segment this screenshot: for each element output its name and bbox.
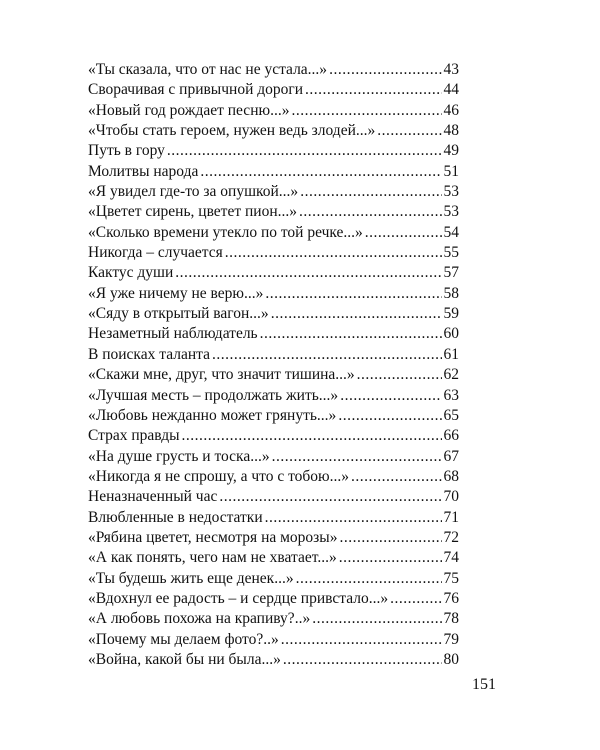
toc-dot-leader bbox=[299, 202, 442, 222]
toc-entry bbox=[88, 345, 459, 365]
toc-entry-page: 75 bbox=[443, 569, 459, 587]
toc-entry bbox=[88, 609, 459, 629]
toc-entry bbox=[88, 365, 459, 385]
toc-entry bbox=[88, 101, 459, 121]
toc-entry bbox=[88, 569, 459, 589]
toc-entry-page: 78 bbox=[443, 610, 459, 628]
page-number: 151 bbox=[472, 676, 496, 693]
toc-entry-title: Неназначенный час bbox=[88, 488, 218, 506]
toc-entry-title: Путь в гору bbox=[88, 142, 165, 160]
toc-dot-leader bbox=[365, 223, 442, 243]
toc-entry-title: «Ты будешь жить еще денек...» bbox=[88, 569, 294, 587]
toc-entry-page: 49 bbox=[443, 142, 459, 160]
toc-dot-leader bbox=[271, 304, 442, 324]
toc-entry-page: 46 bbox=[443, 101, 459, 119]
toc-entry bbox=[88, 304, 459, 324]
toc-entry-title: Незаметный наблюдатель bbox=[88, 325, 258, 343]
toc-entry-title: Кактус души bbox=[88, 264, 174, 282]
toc-dot-leader bbox=[200, 162, 441, 182]
toc-entry-page: 59 bbox=[443, 305, 459, 323]
toc-dot-leader bbox=[167, 141, 442, 161]
toc-entry bbox=[88, 426, 459, 446]
toc-dot-leader bbox=[329, 60, 441, 80]
toc-dot-leader bbox=[212, 345, 442, 365]
toc-entry-page: 44 bbox=[443, 81, 459, 99]
toc-entry-title: «Любовь нежданно может грянуть...» bbox=[88, 406, 337, 424]
toc-dot-leader bbox=[339, 528, 441, 548]
toc-entry bbox=[88, 263, 459, 283]
toc-entry-page: 62 bbox=[443, 366, 459, 384]
toc-entry-page: 76 bbox=[443, 589, 459, 607]
toc-dot-leader bbox=[357, 365, 442, 385]
toc-dot-leader bbox=[265, 508, 442, 528]
toc-entry-page: 65 bbox=[443, 406, 459, 424]
toc-dot-leader bbox=[296, 569, 442, 589]
toc-entry-title: Никогда – случается bbox=[88, 244, 223, 262]
toc-entry-title: «Скажи мне, друг, что значит тишина...» bbox=[88, 366, 355, 384]
toc-dot-leader bbox=[340, 386, 441, 406]
toc-dot-leader bbox=[272, 447, 442, 467]
toc-dot-leader bbox=[265, 284, 441, 304]
toc-entry-page: 72 bbox=[443, 528, 459, 546]
toc-entry-page: 67 bbox=[443, 447, 459, 465]
toc-entry-page: 58 bbox=[443, 284, 459, 302]
toc-entry-page: 53 bbox=[443, 203, 459, 221]
toc-entry-title: «Лучшая месть – продолжать жить...» bbox=[88, 386, 339, 404]
toc-entry bbox=[88, 386, 459, 406]
toc-dot-leader bbox=[281, 630, 442, 650]
toc-entry bbox=[88, 528, 459, 548]
toc-entry-title: «Чтобы стать героем, нужен ведь злодей...» bbox=[88, 122, 376, 140]
toc-entry bbox=[88, 121, 459, 141]
toc-entry bbox=[88, 60, 459, 80]
toc-entry-page: 79 bbox=[443, 630, 459, 648]
toc-entry bbox=[88, 243, 459, 263]
toc-entry-page: 57 bbox=[443, 264, 459, 282]
toc-entry-title: «Сколько времени утекло по той речке...» bbox=[88, 223, 363, 241]
toc-dot-leader bbox=[291, 101, 441, 121]
toc-entry-page: 43 bbox=[443, 61, 459, 78]
toc-entry-title: «Новый год рождает песню...» bbox=[88, 101, 290, 119]
toc-dot-leader bbox=[377, 121, 441, 141]
toc-dot-leader bbox=[390, 589, 441, 609]
toc-entry bbox=[88, 508, 459, 528]
toc-entry bbox=[88, 324, 459, 344]
toc-entry bbox=[88, 589, 459, 609]
toc-entry bbox=[88, 447, 459, 467]
toc-dot-leader bbox=[175, 263, 441, 283]
toc-entry-title: «А как понять, чего нам не хватает...» bbox=[88, 549, 337, 567]
toc-entry-page: 70 bbox=[443, 488, 459, 506]
toc-dot-leader bbox=[300, 182, 441, 202]
toc-entry-title: В поисках таланта bbox=[88, 345, 210, 363]
toc-entry bbox=[88, 630, 459, 650]
toc-entry bbox=[88, 650, 459, 670]
toc-entry-page: 48 bbox=[443, 122, 459, 140]
toc-dot-leader bbox=[351, 467, 442, 487]
toc-entry bbox=[88, 162, 459, 182]
toc-entry bbox=[88, 141, 459, 161]
toc-dot-leader bbox=[283, 650, 442, 670]
toc-dot-leader bbox=[260, 324, 442, 344]
toc-entry-title: «Никогда я не спрошу, а что с тобою...» bbox=[88, 467, 349, 485]
toc-entry bbox=[88, 80, 459, 100]
toc-entry-title: «Я уже ничему не верю...» bbox=[88, 284, 264, 302]
toc-entry bbox=[88, 223, 459, 243]
toc-entry-page: 55 bbox=[443, 244, 459, 262]
toc-entry-title: «Почему мы делаем фото?..» bbox=[88, 630, 279, 648]
toc-entry bbox=[88, 467, 459, 487]
toc-entry bbox=[88, 202, 459, 222]
toc-entry-title: «Сяду в открытый вагон...» bbox=[88, 305, 269, 323]
toc-entry-title: Сворачивая с привычной дороги bbox=[88, 81, 304, 99]
toc-entry-page: 63 bbox=[443, 386, 459, 404]
toc-entry-page: 53 bbox=[443, 183, 459, 201]
toc-entry-title: «А любовь похожа на крапиву?..» bbox=[88, 610, 311, 628]
toc-entry bbox=[88, 406, 459, 426]
toc-entry-page: 68 bbox=[443, 467, 459, 485]
toc-entry-title: «Я увидел где-то за опушкой...» bbox=[88, 183, 299, 201]
toc-entry-title: «Война, какой бы ни была...» bbox=[88, 650, 281, 668]
toc-dot-leader bbox=[219, 487, 441, 507]
toc-entry-page: 74 bbox=[443, 549, 459, 567]
toc-entry-page: 80 bbox=[443, 650, 459, 668]
toc-entry bbox=[88, 182, 459, 202]
toc-entry-title: «Ты сказала, что от нас не устала...» bbox=[88, 61, 328, 78]
toc-dot-leader bbox=[339, 548, 442, 568]
toc-entry-title: Влюбленные в недостатки bbox=[88, 508, 263, 526]
toc-dot-leader bbox=[338, 406, 441, 426]
toc-entry bbox=[88, 284, 459, 304]
toc-dot-leader bbox=[225, 243, 442, 263]
toc-entry bbox=[88, 487, 459, 507]
toc-dot-leader bbox=[305, 80, 441, 100]
toc-entry bbox=[88, 548, 459, 568]
toc-entry-title: Страх правды bbox=[88, 427, 180, 445]
toc-entry-page: 66 bbox=[443, 427, 459, 445]
toc-dot-leader bbox=[182, 426, 442, 446]
toc-entry-page: 61 bbox=[443, 345, 459, 363]
toc-entry-page: 51 bbox=[443, 162, 459, 180]
table-of-contents bbox=[88, 60, 459, 670]
toc-entry-title: «Вдохнул ее радость – и сердце привстало...» bbox=[88, 589, 389, 607]
toc-entry-title: «На душе грусть и тоска...» bbox=[88, 447, 270, 465]
toc-entry-title: «Рябина цветет, несмотря на морозы» bbox=[88, 528, 338, 546]
toc-entry-title: Молитвы народа bbox=[88, 162, 199, 180]
toc-entry-page: 60 bbox=[443, 325, 459, 343]
toc-entry-title: «Цветет сирень, цветет пион...» bbox=[88, 203, 297, 221]
toc-entry-page: 54 bbox=[443, 223, 459, 241]
toc-entry-page: 71 bbox=[443, 508, 459, 526]
toc-dot-leader bbox=[312, 609, 441, 629]
